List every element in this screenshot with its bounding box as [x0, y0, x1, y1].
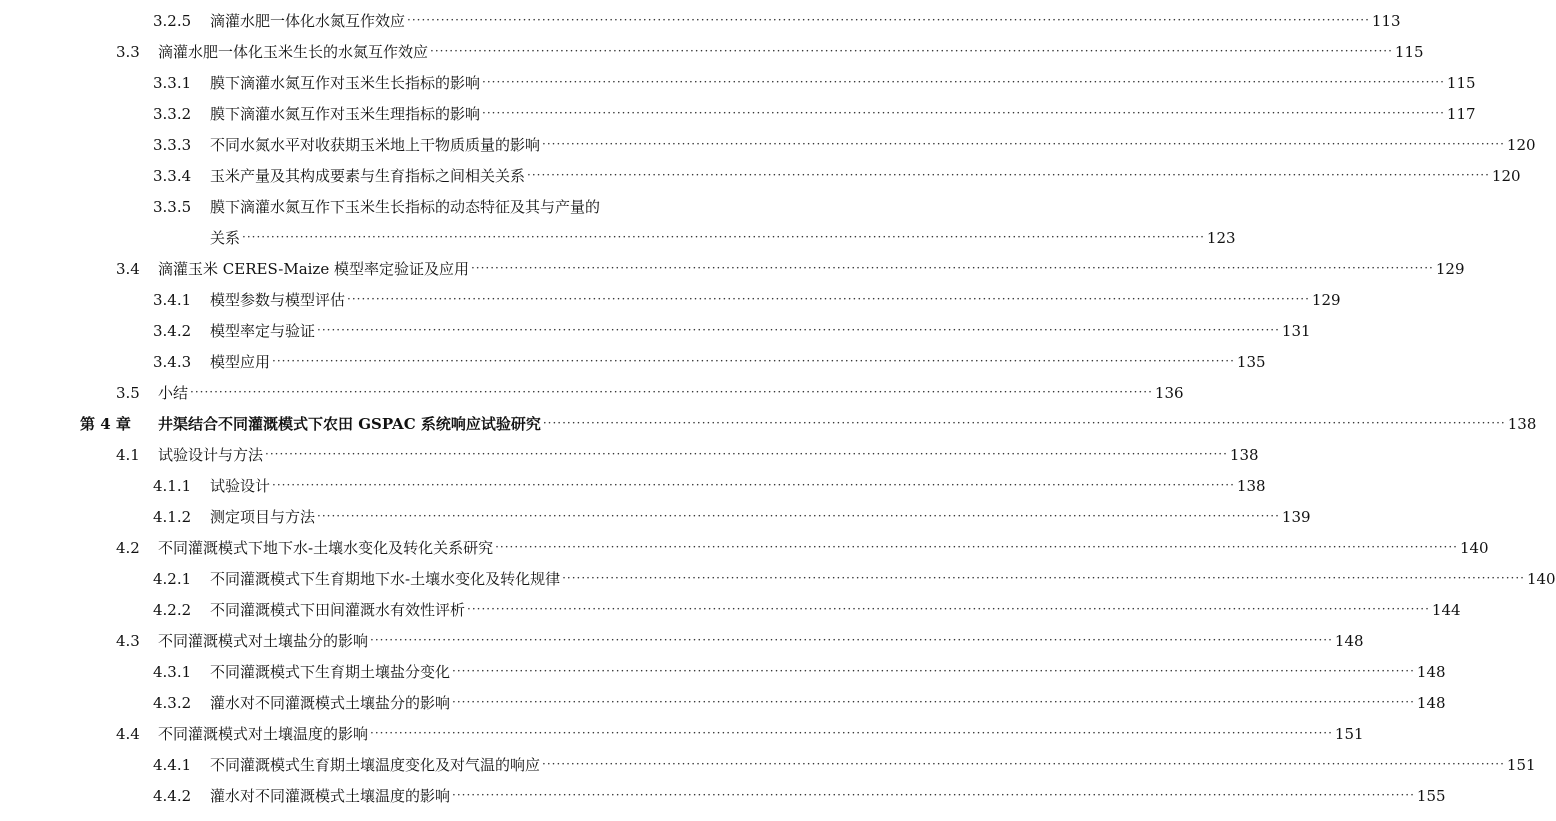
- toc-number: 3.4.3: [153, 352, 192, 371]
- toc-page-number: 117: [1446, 104, 1476, 123]
- toc-number: 4.3: [116, 631, 140, 650]
- toc-number: 第 4 章: [80, 415, 131, 433]
- toc-title: 测定项目与方法: [210, 508, 316, 526]
- toc-page-number: 113: [1371, 11, 1401, 30]
- toc-number: 4.4: [116, 724, 140, 743]
- toc-page-number: 123: [1206, 228, 1236, 247]
- toc-title: 井渠结合不同灌溉模式下农田 GSPAC 系统响应试验研究: [158, 415, 541, 433]
- toc-number: 4.3.1: [153, 662, 192, 681]
- toc-leader-dots: ········································································································································································································: [370, 726, 1333, 740]
- toc-title: 模型率定与验证: [210, 322, 316, 340]
- toc-page-number: 144: [1431, 600, 1461, 619]
- toc-number: 4.4.1: [153, 755, 192, 774]
- toc-title: 滴灌水肥一体化玉米生长的水氮互作效应: [158, 43, 429, 61]
- toc-entry[interactable]: [210, 222, 1236, 253]
- toc-page-number: 140: [1526, 569, 1556, 588]
- toc-number: 3.4.1: [153, 290, 192, 309]
- toc-page-number: 148: [1416, 662, 1446, 681]
- toc-number: 3.4.2: [153, 321, 192, 340]
- toc-entry[interactable]: [153, 315, 1311, 346]
- toc-entry[interactable]: [116, 439, 1259, 470]
- toc-page-number: 148: [1334, 631, 1364, 650]
- toc-leader-dots: ········································································································································································································: [542, 137, 1505, 151]
- toc-entry[interactable]: [153, 5, 1401, 36]
- toc-page-number: 140: [1459, 538, 1489, 557]
- toc-page-number: 115: [1446, 73, 1476, 92]
- toc-entry[interactable]: [116, 36, 1424, 67]
- toc-number: 3.3.3: [153, 135, 192, 154]
- toc-title: 不同灌溉模式下田间灌溉水有效性评析: [210, 601, 466, 619]
- toc-entry[interactable]: [153, 470, 1266, 501]
- toc-leader-dots: ········································································································································································································: [495, 540, 1458, 554]
- toc-entry[interactable]: [153, 594, 1461, 625]
- toc-leader-dots: ········································································································································································································: [190, 385, 1153, 399]
- toc-entry[interactable]: [153, 346, 1266, 377]
- toc-leader-dots: ········································································································································································································: [317, 509, 1280, 523]
- toc-page-number: 115: [1394, 42, 1424, 61]
- toc-number: 4.1.1: [153, 476, 192, 495]
- toc-leader-dots: ········································································································································································································: [542, 757, 1505, 771]
- toc-number: 4.2.1: [153, 569, 192, 588]
- toc-leader-dots: ········································································································································································································: [370, 633, 1333, 647]
- toc-leader-dots: ········································································································································································································: [470, 261, 1434, 275]
- toc-title: 膜下滴灌水氮互作对玉米生长指标的影响: [210, 74, 481, 92]
- toc-title: 灌水对不同灌溉模式土壤温度的影响: [210, 787, 451, 805]
- toc-entry[interactable]: [153, 780, 1446, 811]
- toc-title: 不同灌溉模式下生育期地下水-土壤水变化及转化规律: [210, 570, 561, 588]
- toc-entry[interactable]: [153, 191, 723, 222]
- toc-title: 玉米产量及其构成要素与生育指标之间相关关系: [210, 167, 526, 185]
- toc-leader-dots: ········································································································································································································: [452, 695, 1415, 709]
- toc-entry[interactable]: [116, 253, 1465, 284]
- toc-leader-dots: ········································································································································································································: [407, 13, 1370, 27]
- toc-title: 滴灌玉米 CERES-Maize 模型率定验证及应用: [158, 260, 469, 278]
- toc-entry[interactable]: [153, 501, 1311, 532]
- toc-entry[interactable]: [80, 408, 1537, 439]
- toc-leader-dots: ········································································································································································································: [347, 292, 1310, 306]
- toc-title: 不同灌溉模式下地下水-土壤水变化及转化关系研究: [158, 539, 494, 557]
- toc-leader-dots: ········································································································································································································: [265, 447, 1228, 461]
- toc-page-number: 120: [1506, 135, 1536, 154]
- toc-number: 3.3: [116, 42, 140, 61]
- toc-title: 试验设计与方法: [158, 446, 264, 464]
- toc-entry[interactable]: [116, 532, 1489, 563]
- toc-title: 不同灌溉模式对土壤盐分的影响: [158, 632, 369, 650]
- toc-number: 4.1: [116, 445, 140, 464]
- toc-leader-dots: ········································································································································································································: [272, 354, 1235, 368]
- toc-number: 3.4: [116, 259, 140, 278]
- toc-number: 4.2: [116, 538, 140, 557]
- toc-entry[interactable]: [153, 563, 1556, 594]
- toc-entry[interactable]: [153, 284, 1341, 315]
- toc-title: 小结: [158, 384, 189, 402]
- toc-number: 4.3.2: [153, 693, 192, 712]
- toc-leader-dots: ········································································································································································································: [452, 788, 1415, 802]
- toc-entry[interactable]: [153, 687, 1446, 718]
- toc-leader-dots: ········································································································································································································: [542, 416, 1506, 430]
- toc-page-number: 155: [1416, 786, 1446, 805]
- toc-title: 膜下滴灌水氮互作对玉米生理指标的影响: [210, 105, 481, 123]
- toc-page-number: 151: [1334, 724, 1364, 743]
- toc-page-number: 136: [1154, 383, 1184, 402]
- toc-leader-dots: ········································································································································································································: [430, 44, 1393, 58]
- toc-page-number: 120: [1491, 166, 1521, 185]
- toc-page-number: 138: [1236, 476, 1266, 495]
- toc-leader-dots: ········································································································································································································: [452, 664, 1415, 678]
- toc-leader-dots: ········································································································································································································: [482, 106, 1445, 120]
- toc-leader-dots: ········································································································································································································: [527, 168, 1490, 182]
- toc-title: 关系: [210, 229, 241, 247]
- toc-page-number: 138: [1507, 414, 1537, 433]
- toc-page-number: 131: [1281, 321, 1311, 340]
- toc-number: 4.4.2: [153, 786, 192, 805]
- toc-leader-dots: ········································································································································································································: [317, 323, 1280, 337]
- toc-number: 3.3.1: [153, 73, 192, 92]
- toc-number: 3.3.5: [153, 197, 192, 216]
- toc-number: 3.3.2: [153, 104, 192, 123]
- toc-leader-dots: ········································································································································································································: [242, 230, 1205, 244]
- toc-entry[interactable]: [153, 98, 1476, 129]
- toc-entry[interactable]: [153, 656, 1446, 687]
- toc-title: 不同灌溉模式对土壤温度的影响: [158, 725, 369, 743]
- toc-entry[interactable]: [153, 67, 1476, 98]
- toc-title: 不同灌溉模式下生育期土壤盐分变化: [210, 663, 451, 681]
- toc-number: 4.2.2: [153, 600, 192, 619]
- toc-number: 3.5: [116, 383, 140, 402]
- toc-number: 3.3.4: [153, 166, 192, 185]
- toc-entry[interactable]: [116, 377, 1184, 408]
- toc-title: 灌水对不同灌溉模式土壤盐分的影响: [210, 694, 451, 712]
- toc-leader-dots: ········································································································································································································: [467, 602, 1430, 616]
- toc-entry[interactable]: [153, 749, 1536, 780]
- toc-entry[interactable]: [153, 160, 1521, 191]
- toc-title: 不同灌溉模式生育期土壤温度变化及对气温的响应: [210, 756, 541, 774]
- toc-title: 试验设计: [210, 477, 271, 495]
- toc-leader-dots: ········································································································································································································: [482, 75, 1445, 89]
- toc-page-number: 129: [1435, 259, 1465, 278]
- toc-number: 4.1.2: [153, 507, 192, 526]
- toc-number: 3.2.5: [153, 11, 192, 30]
- toc-title: 模型参数与模型评估: [210, 291, 346, 309]
- toc-title: 膜下滴灌水氮互作下玉米生长指标的动态特征及其与产量的: [210, 198, 601, 216]
- toc-leader-dots: ········································································································································································································: [562, 571, 1525, 585]
- toc-leader-dots: ········································································································································································································: [272, 478, 1235, 492]
- toc-page-number: 135: [1236, 352, 1266, 371]
- toc-entry[interactable]: [116, 718, 1364, 749]
- toc-entry[interactable]: [116, 625, 1364, 656]
- toc-page-number: 151: [1506, 755, 1536, 774]
- toc-title: 不同水氮水平对收获期玉米地上干物质质量的影响: [210, 136, 541, 154]
- toc-title: 滴灌水肥一体化水氮互作效应: [210, 12, 406, 30]
- toc-title: 模型应用: [210, 353, 271, 371]
- toc-entry[interactable]: [153, 129, 1536, 160]
- toc-page-number: 129: [1311, 290, 1341, 309]
- toc-page-number: 138: [1229, 445, 1259, 464]
- toc-page-number: 148: [1416, 693, 1446, 712]
- toc-page-number: 139: [1281, 507, 1311, 526]
